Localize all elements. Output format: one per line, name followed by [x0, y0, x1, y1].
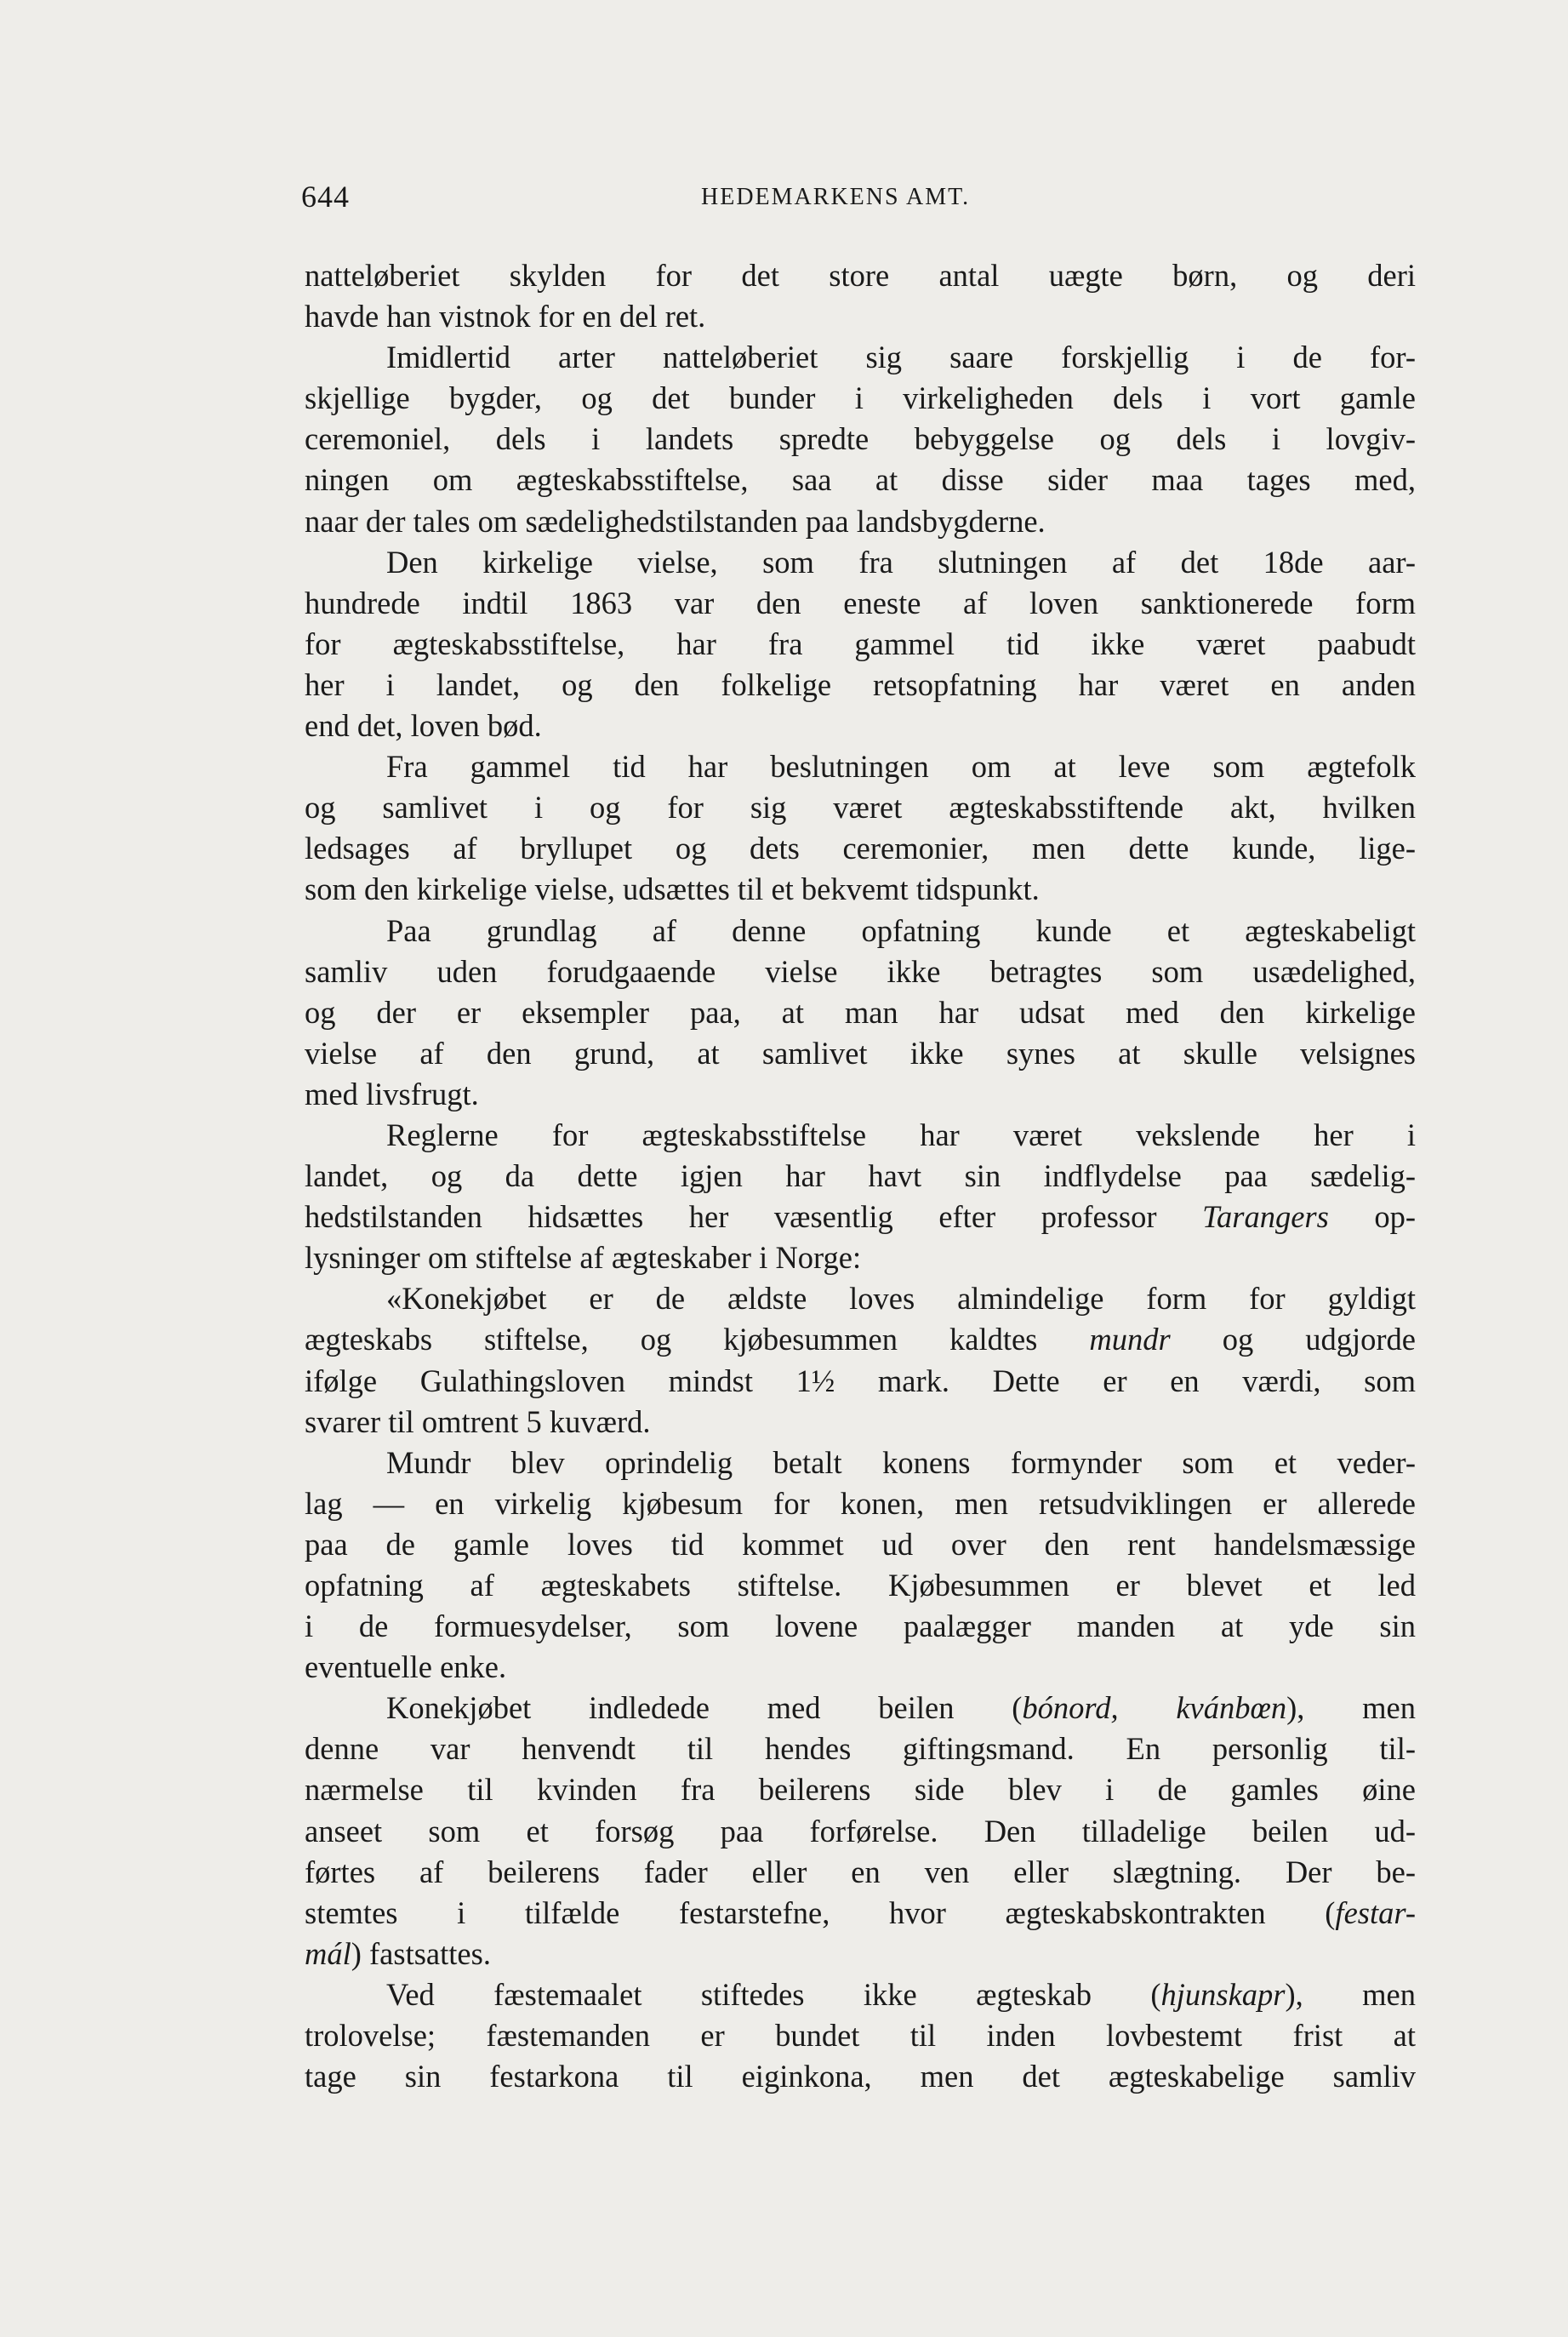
text-line: og samlivet i og for sig været ægteskabsstiftende akt, hvilken: [305, 790, 1416, 826]
text-line: nærmelse til kvinden fra beilerens side blev i de gamles øine: [305, 1772, 1416, 1808]
italic-name: Tarangers: [1202, 1199, 1329, 1235]
text-line: trolovelse; fæstemanden er bundet til inden lovbestemt frist at: [305, 2018, 1416, 2054]
text-line: førtes af beilerens fader eller en ven eller slægtning. Der be-: [305, 1854, 1416, 1889]
text-line: ledsages af bryllupet og dets ceremonier, men dette kunde, lige-: [305, 831, 1416, 866]
paragraph-start-line: «Konekjøbet er de ældste loves almindelige form for gyldigt: [386, 1281, 1416, 1317]
text-line: hundrede indtil 1863 var den eneste af loven sanktionerede form: [305, 585, 1416, 620]
text-line: svarer til omtrent 5 kuværd.: [305, 1403, 651, 1439]
text-line: stemtes i tilfælde festarstefne, hvor ægteskabskontrakten (festar-: [305, 1894, 1416, 1930]
text-line: natteløberiet skylden for det store antal uægte børn, og deri: [305, 258, 1416, 293]
text-line: ifølge Gulathingsloven mindst 1½ mark. Dette er en værdi, som: [305, 1363, 1416, 1398]
text-line: ægteskabs stiftelse, og kjøbesummen kaldtes mundr og udgjorde: [305, 1322, 1416, 1357]
italic-term: mundr: [1089, 1322, 1171, 1357]
text-line: med livsfrugt.: [305, 1076, 479, 1111]
text-line: end det, loven bød.: [305, 708, 542, 744]
text-line: anseet som et forsøg paa forførelse. Den tilladelige beilen ud-: [305, 1813, 1416, 1848]
text-line: for ægteskabsstiftelse, har fra gammel tid ikke været paabudt: [305, 626, 1416, 661]
text-line: tage sin festarkona til eiginkona, men det ægteskabelige samliv: [305, 2059, 1416, 2094]
text-line: lysninger om stiftelse af ægteskaber i Norge:: [305, 1240, 862, 1276]
paragraph-start-line: Imidlertid arter natteløberiet sig saare forskjellig i de for-: [386, 340, 1416, 375]
paragraph-start-line: Mundr blev oprindelig betalt konens formynder som et veder-: [386, 1444, 1416, 1480]
text-line: samliv uden forudgaaende vielse ikke betragtes som usædelighed,: [305, 953, 1416, 989]
page-number: 644: [301, 180, 350, 214]
text-line: her i landet, og den folkelige retsopfatning har været en anden: [305, 666, 1416, 702]
paragraph-start-line: Reglerne for ægteskabsstiftelse har været vekslende her i: [386, 1117, 1416, 1152]
body-text: [305, 255, 1416, 2097]
running-title: HEDEMARKENS AMT.: [701, 184, 971, 210]
text-line: hedstilstanden hidsættes her væsentlig efter professor Tarangers op-: [305, 1199, 1417, 1235]
text-line: ningen om ægteskabsstiftelse, saa at disse sider maa tages med,: [305, 462, 1416, 498]
text-line: og der er eksempler paa, at man har udsat med den kirkelige: [305, 994, 1416, 1030]
text-line: i de formuesydelser, som lovene paalægger manden at yde sin: [305, 1608, 1416, 1644]
text-line: havde han vistnok for en del ret.: [305, 299, 706, 334]
paragraph-start-line: Ved fæstemaalet stiftedes ikke ægteskab (hjunskapr), men: [386, 1976, 1417, 2012]
paragraph-start-line: Paa grundlag af denne opfatning kunde et ægteskabeligt: [386, 912, 1416, 948]
paragraph-start-line: Fra gammel tid har beslutningen om at leve som ægtefolk: [386, 749, 1416, 785]
italic-term: mál: [305, 1935, 351, 1971]
text-line: paa de gamle loves tid kommet ud over den rent handelsmæssige: [305, 1526, 1416, 1562]
text-line: mál) fastsattes.: [305, 1935, 491, 1971]
page-header: [301, 179, 1416, 230]
text-line: vielse af den grund, at samlivet ikke synes at skulle velsignes: [305, 1035, 1416, 1071]
italic-term: festar-: [1335, 1894, 1416, 1930]
paragraph-start-line: Den kirkelige vielse, som fra slutningen af det 18de aar-: [386, 544, 1416, 580]
text-line: landet, og da dette igjen har havt sin indflydelse paa sædelig-: [305, 1158, 1416, 1194]
text-line: lag — en virkelig kjøbesum for konen, men retsudviklingen er allerede: [305, 1485, 1416, 1521]
text-line: skjellige bygder, og det bunder i virkeligheden dels i vort gamle: [305, 380, 1416, 416]
italic-term: bónord, kvánbœn: [1022, 1690, 1287, 1726]
italic-term: hjunskapr: [1160, 1976, 1286, 2012]
text-line: opfatning af ægteskabets stiftelse. Kjøbesummen er blevet et led: [305, 1568, 1416, 1603]
text-line: eventuelle enke.: [305, 1649, 507, 1685]
text-line: som den kirkelige vielse, udsættes til et bekvemt tidspunkt.: [305, 871, 1040, 907]
paragraph-start-line: Konekjøbet indledede med beilen (bónord, kvánbœn), men: [386, 1690, 1416, 1726]
text-line: naar der tales om sædelighedstilstanden paa landsbygderne.: [305, 503, 1046, 539]
text-line: denne var henvendt til hendes giftingsmand. En personlig til-: [305, 1731, 1416, 1767]
text-line: ceremoniel, dels i landets spredte bebyggelse og dels i lovgiv-: [305, 421, 1416, 457]
